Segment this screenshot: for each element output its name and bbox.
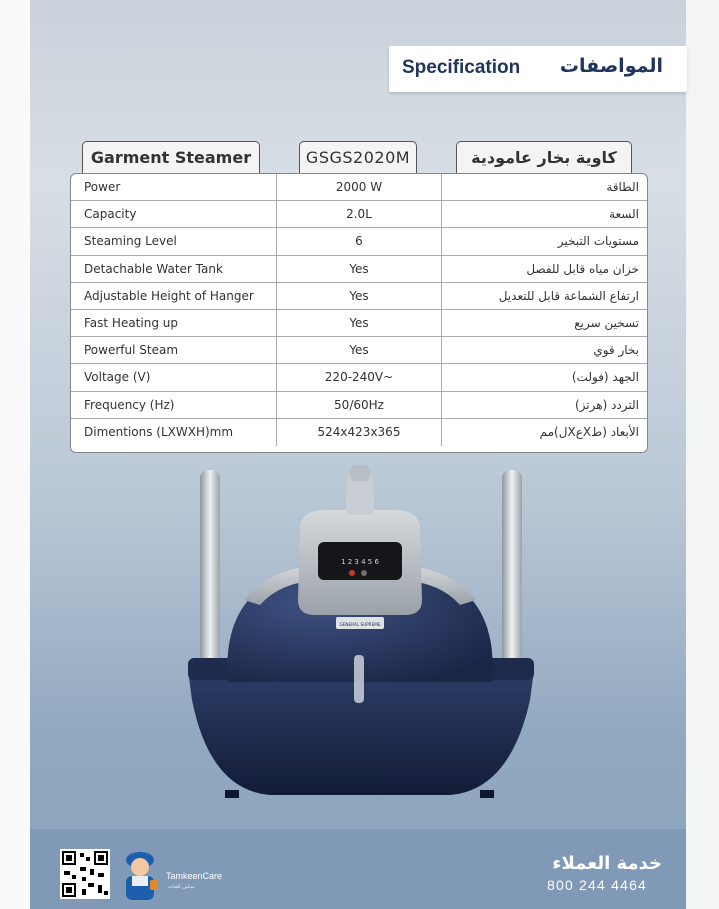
- table-row: [71, 419, 647, 446]
- power-button: [349, 570, 355, 576]
- spec-value: 2000 W: [277, 174, 442, 200]
- specification-title-ar: المواصفات: [559, 55, 663, 77]
- table-row: [71, 310, 647, 337]
- spec-label-en: Capacity: [71, 201, 277, 227]
- table-row: [71, 337, 647, 364]
- product-name-tab-ar: كاوية بخار عامودية: [456, 141, 632, 173]
- spec-value: Yes: [277, 256, 442, 282]
- svg-text:GENERAL SUPREME: GENERAL SUPREME: [339, 622, 381, 627]
- page-margin-right: [686, 0, 719, 909]
- spec-value: 220-240V~: [277, 364, 442, 390]
- spec-label-en: Adjustable Height of Hanger: [71, 283, 277, 309]
- table-row: [71, 283, 647, 310]
- spec-label-ar: الجهد (فولت): [571, 370, 639, 385]
- spec-value: 6: [277, 228, 442, 254]
- spec-label-ar: بخار قوي: [593, 343, 639, 358]
- model-number-tab: GSGS2020M: [299, 141, 417, 173]
- customer-service-phone[interactable]: 800 244 4464: [547, 877, 648, 893]
- technician-mascot-icon: [114, 846, 166, 904]
- table-row: [71, 201, 647, 228]
- specification-banner: [389, 46, 687, 92]
- spec-value: Yes: [277, 283, 442, 309]
- table-row: [71, 174, 647, 201]
- brand-tagline: تمكين للعناية: [168, 884, 195, 890]
- specification-table: [70, 173, 648, 453]
- spec-label-ar: السعة: [609, 207, 639, 222]
- spec-value: 524x423x365: [277, 419, 442, 446]
- table-row: [71, 228, 647, 255]
- level-numbers: 1 2 3 4 5 6: [341, 558, 379, 566]
- table-row: [71, 364, 647, 391]
- spec-label-en: Detachable Water Tank: [71, 256, 277, 282]
- spec-label-ar: تسخين سريع: [574, 316, 639, 331]
- spec-value: 50/60Hz: [277, 392, 442, 418]
- spec-value: Yes: [277, 337, 442, 363]
- table-row: [71, 392, 647, 419]
- spec-label-en: Voltage (V): [71, 364, 277, 390]
- brand-name: TamkeenCare: [166, 871, 223, 881]
- spec-label-en: Dimentions (LXWXH)mm: [71, 419, 277, 446]
- left-pole: [200, 470, 220, 670]
- spec-label-ar: التردد (هرتز): [574, 397, 639, 412]
- spec-label-ar: الطاقة: [606, 180, 639, 195]
- water-window: [354, 655, 364, 703]
- spec-label-en: Power: [71, 174, 277, 200]
- spec-label-en: Powerful Steam: [71, 337, 277, 363]
- spec-label-ar: ارتفاع الشماعة قابل للتعديل: [498, 288, 639, 303]
- spec-value: 2.0L: [277, 201, 442, 227]
- qr-code-icon[interactable]: [60, 849, 110, 899]
- right-pole: [502, 470, 522, 670]
- table-row: [71, 256, 647, 283]
- spec-label-ar: خزان مياه قابل للفصل: [526, 261, 639, 276]
- spec-label-en: Steaming Level: [71, 228, 277, 254]
- spec-label-en: Fast Heating up: [71, 310, 277, 336]
- garment-steamer-image: [150, 460, 570, 810]
- product-name-tab-en: Garment Steamer: [82, 141, 260, 173]
- page-margin-left: [0, 0, 30, 909]
- spec-label-ar: الأبعاد (طXعXل)مم: [539, 425, 639, 440]
- specification-title-en: Specification: [402, 57, 521, 78]
- spec-label-ar: مستويات التبخير: [557, 234, 639, 249]
- spec-label-en: Frequency (Hz): [71, 392, 277, 418]
- customer-service-label: خدمة العملاء: [552, 853, 662, 874]
- spec-value: Yes: [277, 310, 442, 336]
